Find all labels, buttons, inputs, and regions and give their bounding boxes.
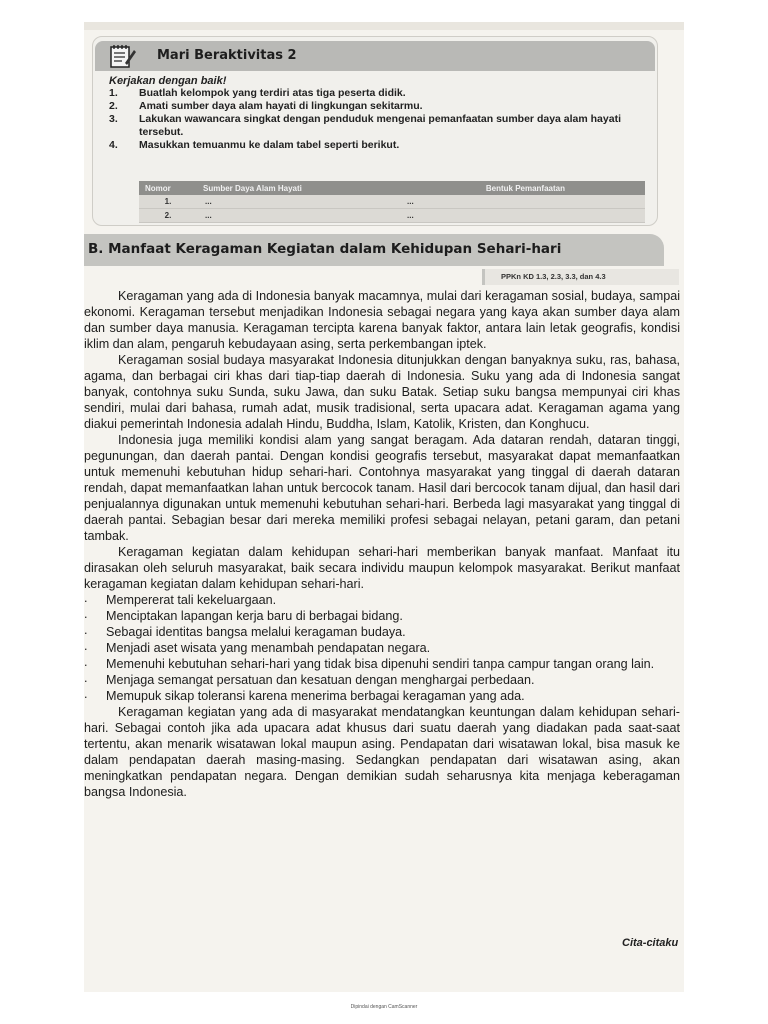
activity-steps: [109, 87, 649, 152]
step-text: Masukkan temuanmu ke dalam tabel seperti berikut.: [139, 139, 400, 151]
section-title: B. Manfaat Keragaman Kegiatan dalam Kehidupan Sehari-hari: [88, 241, 562, 257]
list-item: . Memenuhi kebutuhan sehari-hari yang tidak bisa dipenuhi sendiri tanpa campur tangan orang lain.: [84, 656, 680, 672]
table-header-row: [139, 181, 645, 195]
scanned-page: [84, 22, 684, 992]
table-header-bentuk: Bentuk Pemanfaatan: [399, 181, 645, 195]
paragraph: Keragaman kegiatan yang ada di masyarakat mendatangkan keuntungan dalam kehidupan sehari-hari. Sebagai contoh jika ada upacara adat khusus dari suatu daerah yang diadakan pada saat-saat tertentu, akan menarik wisatawan lokal maupun asing. Pendapatan dari wisatawan lokal, bisa masuk ke dalam pendapatan daerah masing-masing. Sedangkan pendapatan dari wisatawan asing, akan meningkatkan pendapatan negara. Dengan demikian sudah seharusnya kita menjaga keberagaman bangsa Indonesia.: [84, 705, 680, 799]
activity-title: Mari Beraktivitas 2: [157, 48, 297, 63]
section-header: [84, 234, 664, 266]
article-body: [84, 288, 680, 800]
activity-step: [109, 100, 649, 113]
paragraph: Keragaman yang ada di Indonesia banyak macamnya, mulai dari keragaman sosial, budaya, sampai ekonomi. Keragaman tersebut menjadikan Indonesia sebagai negara yang kaya akan sumber daya alam dan sumber daya manusia. Keragaman tercipta karena banyak faktor, antara lain letak geografis, kondisi iklim dan alam, pengaruh kebudayaan asing, serta perkembangan iptek.: [84, 289, 680, 351]
table-cell: ...: [399, 209, 645, 223]
list-item: . Mempererat tali kekeluargaan.: [84, 592, 680, 608]
benefits-list: [84, 592, 680, 704]
list-item: . Menciptakan lapangan kerja baru di berbagai bidang.: [84, 608, 680, 624]
page-top-edge: [84, 22, 684, 30]
notebook-pencil-icon: [107, 41, 137, 71]
paragraph: Indonesia juga memiliki kondisi alam yang sangat beragam. Ada dataran rendah, dataran tinggi, pegunungan, dan daerah pantai. Dengan kondisi geografis tersebut, masyarakat dapat memanfaatkan untuk memenuhi kebutuhan hidup sehari-hari. Contohnya masyarakat yang tinggal di daerah dataran rendah, dapat memanfaatkan lahan untuk bercocok tanam. Hasil dari bercocok tanam dijual, dan hasil dari penjualannya digunakan untuk memenuhi kebutuhan sehari-hari. Berbeda lagi masyarakat yang tinggal di daerah pantai. Sebagian besar dari mereka memiliki profesi sebagai nelayan, petani garam, dan petani tambak.: [84, 433, 680, 543]
scanner-watermark: Dipindai dengan CamScanner: [350, 1004, 418, 1010]
activity-box: [92, 36, 658, 226]
table-header-sumber: Sumber Daya Alam Hayati: [197, 181, 399, 195]
activity-header: [95, 41, 655, 71]
step-number: 3.: [109, 113, 118, 125]
paragraph: Keragaman sosial budaya masyarakat Indonesia ditunjukkan dengan banyaknya suku, ras, bahasa, agama, dan berbagai ciri khas dari tiap-tiap daerah di Indonesia. Suku yang ada di Indonesia sangat banyak, contohnya suku Sunda, suku Jawa, dan suku Batak. Setiap suku bangsa mempunyai ciri khas sendiri, mulai dari bahasa, rumah adat, musik tradisional, serta upacara adat. Keragaman agama yang diakui pemerintah Indonesia adalah Hindu, Buddha, Islam, Katolik, Kristen, dan Konghucu.: [84, 353, 680, 431]
step-text: Buatlah kelompok yang terdiri atas tiga peserta didik.: [139, 87, 406, 99]
table-cell: 1.: [139, 195, 197, 209]
table-row: [139, 195, 645, 209]
step-text: Amati sumber daya alam hayati di lingkungan sekitarmu.: [139, 100, 423, 112]
activity-step: [109, 139, 649, 152]
kd-reference-badge: PPKn KD 1.3, 2.3, 3.3, dan 4.3: [482, 269, 679, 285]
list-item: . Menjaga semangat persatuan dan kesatuan dengan menghargai perbedaan.: [84, 672, 680, 688]
list-item: . Menjadi aset wisata yang menambah pendapatan negara.: [84, 640, 680, 656]
table-cell: ...: [399, 195, 645, 209]
table-cell: ...: [197, 209, 399, 223]
activity-step: [109, 87, 649, 100]
findings-table: [139, 181, 645, 223]
paragraph: Keragaman kegiatan dalam kehidupan sehari-hari memberikan banyak manfaat. Manfaat itu dirasakan oleh seluruh masyarakat, baik secara individu maupun kelompok masyarakat. Berikut manfaat keragaman kegiatan dalam kehidupan sehari-hari.: [84, 545, 680, 591]
table-header-nomor: Nomor: [139, 181, 197, 195]
book-signature: Cita-citaku: [622, 937, 679, 949]
step-number: 1.: [109, 87, 118, 99]
step-number: 4.: [109, 139, 118, 151]
step-number: 2.: [109, 100, 118, 112]
table-row: [139, 209, 645, 223]
list-item: . Sebagai identitas bangsa melalui keragaman budaya.: [84, 624, 680, 640]
activity-instruction: Kerjakan dengan baik!: [109, 75, 227, 87]
table-cell: ...: [197, 195, 399, 209]
list-item: . Memupuk sikap toleransi karena menerima berbagai keragaman yang ada.: [84, 688, 680, 704]
activity-step: [109, 113, 649, 139]
step-text: Lakukan wawancara singkat dengan penduduk mengenai pemanfaatan sumber daya alam hayati tersebut.: [139, 113, 621, 138]
table-cell: 2.: [139, 209, 197, 223]
